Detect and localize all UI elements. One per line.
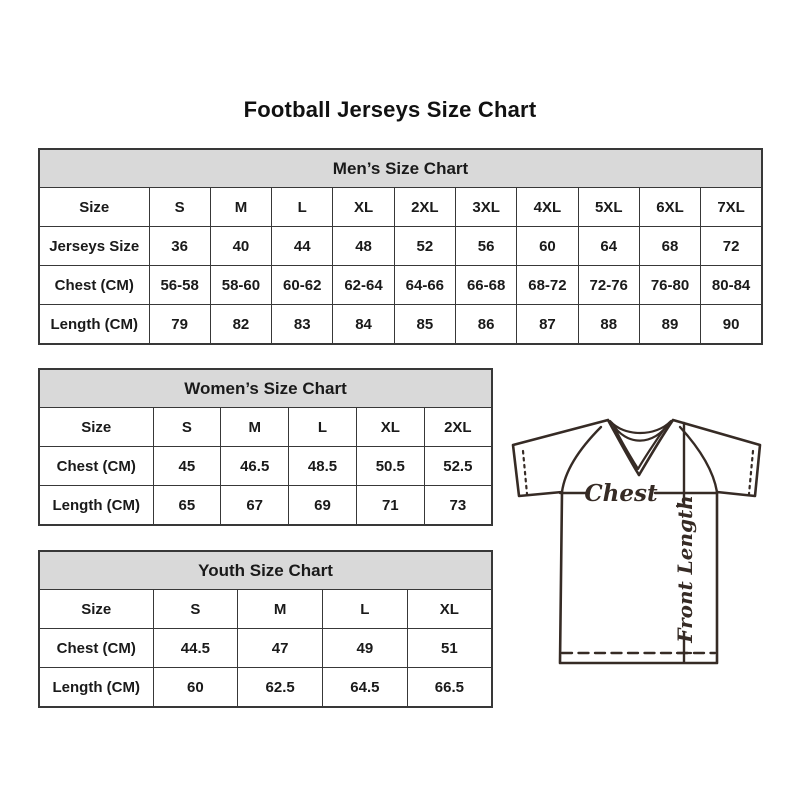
value-cell: 80-84: [701, 266, 762, 305]
table-row: [39, 266, 762, 305]
value-cell: 56-58: [149, 266, 210, 305]
value-cell: 65: [153, 486, 221, 526]
table-row: [39, 408, 492, 447]
value-cell: M: [238, 590, 323, 629]
value-cell: 48.5: [289, 447, 357, 486]
value-cell: 67: [221, 486, 289, 526]
youth-size-chart-table: [38, 550, 493, 708]
value-cell: 4XL: [517, 188, 578, 227]
jersey-measurement-diagram: [498, 410, 778, 675]
value-cell: 60: [153, 668, 238, 708]
value-cell: 60-62: [272, 266, 333, 305]
value-cell: M: [210, 188, 271, 227]
womens-table: [38, 368, 493, 526]
chest-measure-label: Chest: [584, 480, 658, 507]
value-cell: L: [323, 590, 408, 629]
youth-table: [38, 550, 493, 708]
table-row: [39, 629, 492, 668]
row-label: Chest (CM): [39, 629, 153, 668]
mens-table-title: Men’s Size Chart: [39, 149, 762, 188]
value-cell: 89: [639, 305, 700, 345]
value-cell: 73: [424, 486, 492, 526]
value-cell: L: [289, 408, 357, 447]
value-cell: 60: [517, 227, 578, 266]
value-cell: 51: [407, 629, 492, 668]
value-cell: 68: [639, 227, 700, 266]
page-title: Football Jerseys Size Chart: [243, 97, 537, 122]
value-cell: 2XL: [424, 408, 492, 447]
value-cell: L: [272, 188, 333, 227]
value-cell: S: [153, 408, 221, 447]
value-cell: XL: [407, 590, 492, 629]
value-cell: 47: [238, 629, 323, 668]
value-cell: 2XL: [394, 188, 455, 227]
value-cell: 72: [701, 227, 762, 266]
value-cell: 83: [272, 305, 333, 345]
value-cell: S: [153, 590, 238, 629]
value-cell: 68-72: [517, 266, 578, 305]
value-cell: 52: [394, 227, 455, 266]
mens-table: [38, 148, 763, 345]
value-cell: 52.5: [424, 447, 492, 486]
table-row: [39, 227, 762, 266]
value-cell: 50.5: [356, 447, 424, 486]
value-cell: 7XL: [701, 188, 762, 227]
value-cell: 64.5: [323, 668, 408, 708]
value-cell: 3XL: [455, 188, 516, 227]
womens-size-chart-table: [38, 368, 493, 526]
row-label: Length (CM): [39, 668, 153, 708]
value-cell: 5XL: [578, 188, 639, 227]
value-cell: 36: [149, 227, 210, 266]
row-label: Size: [39, 590, 153, 629]
value-cell: 44.5: [153, 629, 238, 668]
row-label: Size: [39, 408, 153, 447]
value-cell: 72-76: [578, 266, 639, 305]
value-cell: 86: [455, 305, 516, 345]
front-length-measure-label: Front Length: [673, 495, 697, 643]
value-cell: 79: [149, 305, 210, 345]
value-cell: 62.5: [238, 668, 323, 708]
value-cell: 48: [333, 227, 394, 266]
value-cell: 76-80: [639, 266, 700, 305]
value-cell: 45: [153, 447, 221, 486]
value-cell: 66-68: [455, 266, 516, 305]
mens-size-chart-table: [38, 148, 763, 345]
row-label: Chest (CM): [39, 266, 149, 305]
row-label: Chest (CM): [39, 447, 153, 486]
value-cell: 58-60: [210, 266, 271, 305]
youth-table-title: Youth Size Chart: [39, 551, 492, 590]
value-cell: 64-66: [394, 266, 455, 305]
value-cell: XL: [333, 188, 394, 227]
row-label: Jerseys Size: [39, 227, 149, 266]
value-cell: 84: [333, 305, 394, 345]
value-cell: 85: [394, 305, 455, 345]
value-cell: 6XL: [639, 188, 700, 227]
value-cell: 69: [289, 486, 357, 526]
value-cell: 88: [578, 305, 639, 345]
value-cell: 40: [210, 227, 271, 266]
table-row: [39, 486, 492, 526]
value-cell: 90: [701, 305, 762, 345]
value-cell: M: [221, 408, 289, 447]
value-cell: S: [149, 188, 210, 227]
row-label: Length (CM): [39, 305, 149, 345]
row-label: Length (CM): [39, 486, 153, 526]
value-cell: 46.5: [221, 447, 289, 486]
jersey-outline-shape: [513, 420, 760, 663]
value-cell: 82: [210, 305, 271, 345]
value-cell: 62-64: [333, 266, 394, 305]
value-cell: XL: [356, 408, 424, 447]
value-cell: 56: [455, 227, 516, 266]
table-row: [39, 447, 492, 486]
table-row: [39, 188, 762, 227]
value-cell: 66.5: [407, 668, 492, 708]
value-cell: 87: [517, 305, 578, 345]
table-row: [39, 590, 492, 629]
value-cell: 64: [578, 227, 639, 266]
value-cell: 49: [323, 629, 408, 668]
jersey-diagram-svg: [498, 410, 778, 675]
table-row: [39, 668, 492, 708]
row-label: Size: [39, 188, 149, 227]
womens-table-title: Women’s Size Chart: [39, 369, 492, 408]
value-cell: 44: [272, 227, 333, 266]
table-row: [39, 305, 762, 345]
value-cell: 71: [356, 486, 424, 526]
